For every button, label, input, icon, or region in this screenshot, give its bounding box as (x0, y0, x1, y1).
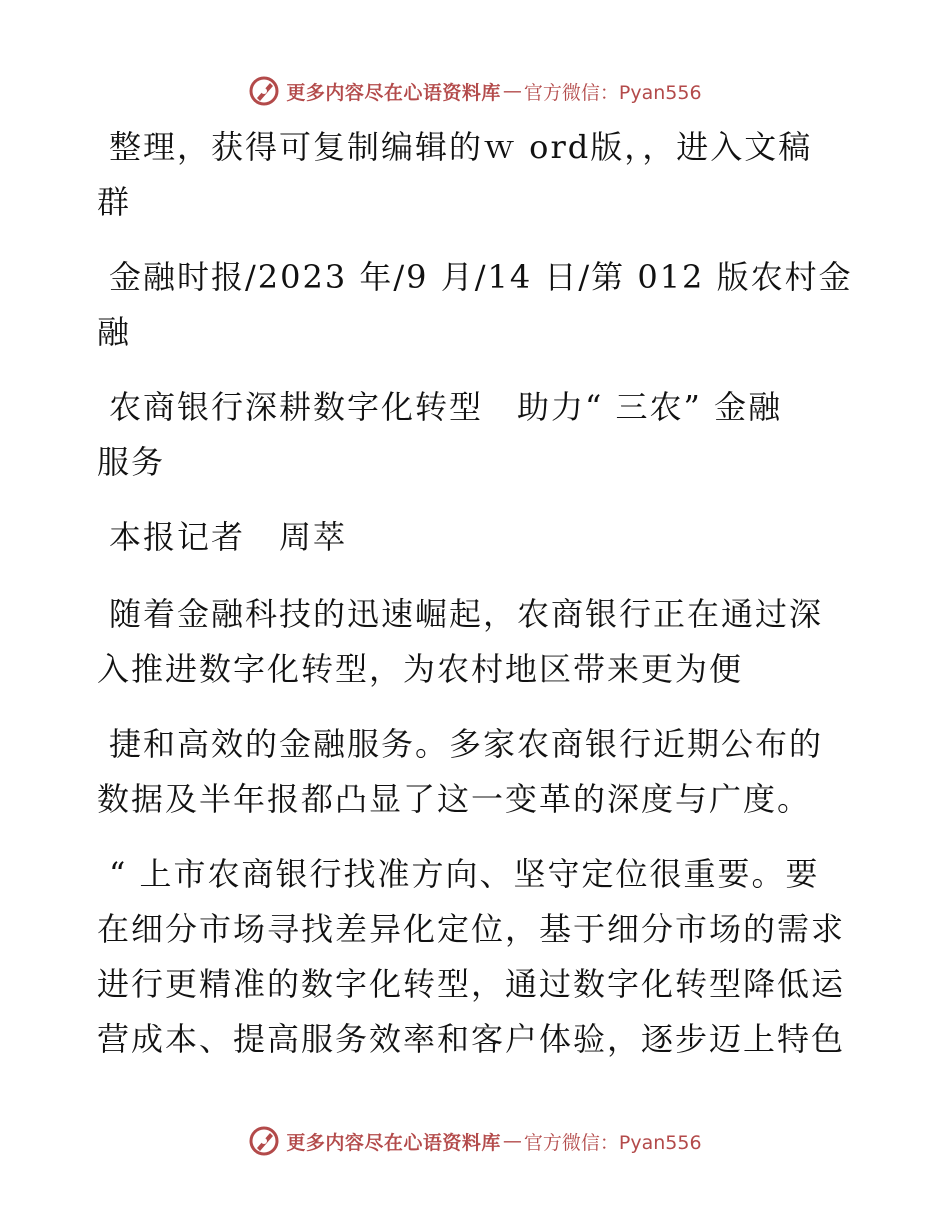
watermark-contact: 官方微信：Pyan556 (523, 1131, 702, 1154)
watermark-contact: 官方微信：Pyan556 (523, 81, 702, 104)
watermark-text: 更多内容尽在心语资料库 (286, 81, 501, 104)
paragraph-intro (97, 120, 857, 230)
paragraph-quote (97, 847, 857, 1067)
footer-watermark (0, 1121, 950, 1161)
byline (97, 510, 857, 565)
paragraph-source (97, 250, 857, 360)
text-line: 营成本、提高服务效率和客户体验，逐步迈上特色 (97, 1020, 846, 1058)
pen-circle-logo-icon (248, 75, 280, 107)
text-line: 在细分市场寻找差异化定位，基于细分市场的需求 (97, 910, 846, 948)
document-body (97, 120, 857, 1067)
text-line: 随着金融科技的迅速崛起，农商银行正在通过深 (109, 595, 824, 633)
text-line: “ 上市农商银行找准方向、坚守定位很重要。要 (109, 855, 820, 893)
text-line: 进行更精准的数字化转型，通过数字化转型降低运 (97, 965, 846, 1003)
text-line: 群 (97, 183, 132, 221)
text-line: 捷和高效的金融服务。多家农商银行近期公布的 (109, 725, 824, 763)
text-line: 整理，获得可复制编辑的ｗ ord版，，进入文稿 (109, 128, 813, 166)
watermark-separator: — (502, 1130, 522, 1152)
text-line: 农商银行深耕数字化转型 助力“ 三农” 金融 (109, 388, 783, 426)
text-line: 金融时报/2023 年/9 月/14 日/第 012 版农村金 (109, 258, 853, 296)
text-line: 融 (97, 313, 132, 351)
header-watermark (0, 71, 950, 111)
text-line: 入推进数字化转型，为农村地区带来更为便 (97, 650, 744, 688)
text-line: 服务 (97, 443, 166, 481)
article-title (97, 380, 857, 490)
paragraph-body-2 (97, 717, 857, 827)
paragraph-body-1 (97, 587, 857, 697)
text-line: 本报记者 周萃 (109, 518, 348, 556)
watermark-text: 更多内容尽在心语资料库 (286, 1131, 501, 1154)
pen-circle-logo-icon (248, 1125, 280, 1157)
text-line: 数据及半年报都凸显了这一变革的深度与广度。 (97, 780, 812, 818)
watermark-separator: — (502, 80, 522, 102)
